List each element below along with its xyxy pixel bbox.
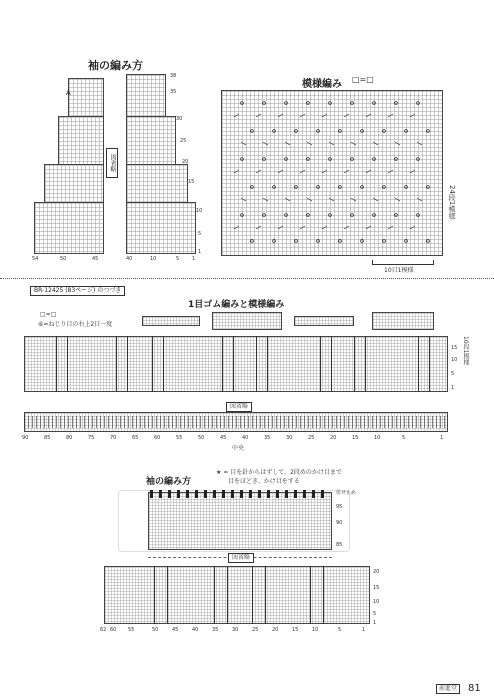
legend-symbol-box xyxy=(212,312,282,330)
sleeve-bottom-note-2: 目をほどき、かけ目をする xyxy=(228,478,300,485)
cable-band xyxy=(310,566,324,624)
sleeve-bottom-row-lower: 15 xyxy=(373,585,380,591)
sleeve-col-label: 40 xyxy=(126,256,133,262)
sleeve-col-label: 10 xyxy=(150,256,157,262)
rib-col-label: 35 xyxy=(264,435,271,441)
footer-book-tag: 前進堂 xyxy=(436,684,460,694)
pattern-legend: □=□ xyxy=(352,75,374,84)
sleeve-chart-left-lower xyxy=(44,164,104,204)
rib-legend-1: □=□ xyxy=(40,311,57,318)
sleeve-chart-right-mid xyxy=(126,116,176,166)
rib-col-label: 65 xyxy=(132,435,139,441)
rib-row-label: 15 xyxy=(451,345,458,351)
sleeve-row-label: 5 xyxy=(198,231,202,237)
sleeve-bottom-row-lower: 5 xyxy=(373,611,377,617)
sleeve-row-label: 20 xyxy=(182,159,189,165)
sleeve-arrow-mark: A xyxy=(66,89,71,97)
legend-symbol-box xyxy=(294,316,354,326)
sleeve-figure-omitted xyxy=(106,148,118,178)
sleeve-chart-left-bottom xyxy=(34,202,104,254)
sleeve-row-label: 35 xyxy=(170,89,177,95)
rib-col-label: 90 xyxy=(22,435,29,441)
star-mark-row xyxy=(150,490,330,498)
rib-col-label: 85 xyxy=(44,435,51,441)
sleeve-bottom-row-lower: 1 xyxy=(373,620,377,626)
cable-column xyxy=(116,336,128,392)
lower-cable-bands xyxy=(104,566,370,624)
sleeve-bottom-col: 40 xyxy=(192,627,199,633)
rib-col-label: 80 xyxy=(66,435,73,441)
rib-col-label: 1 xyxy=(440,435,444,441)
sleeve-bottom-figure-omitted: 図省略 xyxy=(228,553,254,563)
cable-column xyxy=(418,336,430,392)
pattern-row-symbols xyxy=(241,102,430,243)
sleeve-bottom-col: 30 xyxy=(232,627,239,633)
sleeve-row-label: 15 xyxy=(188,179,195,185)
cable-column xyxy=(320,336,332,392)
sleeve-bottom-col: 45 xyxy=(172,627,179,633)
rib-row-label: 10 xyxy=(451,357,458,363)
rib-col-label: 10 xyxy=(374,435,381,441)
rib-figure-omitted: 図省略 xyxy=(226,402,252,412)
pattern-chart-grid xyxy=(221,90,443,256)
rib-col-label: 75 xyxy=(88,435,95,441)
rib-col-label: 30 xyxy=(286,435,293,441)
sleeve-bottom-col: 60 xyxy=(110,627,117,633)
section-divider xyxy=(0,278,494,279)
rib-row-label: 1 xyxy=(451,385,455,391)
sleeve-bottom-row: 90 xyxy=(336,520,343,526)
rib-col-label: 50 xyxy=(198,435,205,441)
cast-off-label: 伏せ止め xyxy=(336,490,357,496)
cable-band xyxy=(214,566,228,624)
sleeve-chart-right-upper xyxy=(126,74,166,118)
sleeve-col-label: 5 xyxy=(176,256,180,262)
sleeve-col-label: 1 xyxy=(192,256,196,262)
rib-col-labels xyxy=(22,436,450,444)
rib-col-label: 20 xyxy=(330,435,337,441)
pattern-chart-title: 模様編み xyxy=(302,79,342,90)
rib-center-label: 中央 xyxy=(232,445,245,452)
sleeve-chart-right-bottom xyxy=(126,202,196,254)
sleeve-row-top: 38 xyxy=(170,73,177,79)
sleeve-bottom-col: 15 xyxy=(292,627,299,633)
sleeve-row-label: 1 xyxy=(198,249,202,255)
sleeve-bottom-row: 85 xyxy=(336,542,343,548)
rib-col-label: 15 xyxy=(352,435,359,441)
pattern-repeat-label: 10目1模様 xyxy=(384,267,414,274)
sleeve-bottom-col: 1 xyxy=(362,627,366,633)
sleeve-top-title: 袖の編み方 xyxy=(88,59,143,72)
rib-legend-2: ⑥=ねじり目の右上2目一度 xyxy=(38,321,113,328)
legend-symbol-box xyxy=(142,316,200,326)
rib-col-label: 40 xyxy=(242,435,249,441)
sleeve-bottom-col: 25 xyxy=(252,627,259,633)
sleeve-bottom-row-lower: 20 xyxy=(373,569,380,575)
rib-cable-columns xyxy=(24,336,448,392)
cable-column xyxy=(354,336,366,392)
sleeve-col-label: 45 xyxy=(92,256,99,262)
rib-section-title: 1目ゴム編みと模様編み xyxy=(188,300,285,310)
cable-column xyxy=(256,336,268,392)
sleeve-col-label: 50 xyxy=(60,256,67,262)
pattern-decrease-symbols xyxy=(234,114,422,229)
pattern-rows-label: 24段1模様 xyxy=(448,185,456,220)
pattern-repeat-bracket xyxy=(372,260,434,265)
sleeve-row-label: 10 xyxy=(196,208,203,214)
sleeve-bottom-row-lower: 10 xyxy=(373,599,380,605)
sleeve-chart-left-mid xyxy=(58,116,104,166)
cable-column xyxy=(222,336,234,392)
sleeve-bottom-col: 20 xyxy=(272,627,279,633)
sleeve-chart-left-upper xyxy=(68,78,104,118)
cable-band xyxy=(252,566,266,624)
rib-col-label: 45 xyxy=(220,435,227,441)
rib-col-label: 60 xyxy=(154,435,161,441)
rib-col-label: 5 xyxy=(402,435,406,441)
sleeve-chart-right-lower xyxy=(126,164,188,204)
sleeve-bottom-upper-grid xyxy=(148,492,332,550)
rib-col-label: 55 xyxy=(176,435,183,441)
sleeve-figure-omitted-text: 図省略 xyxy=(109,154,116,172)
sleeve-bottom-col: 55 xyxy=(128,627,135,633)
rib-side-label: 10段1模様 xyxy=(462,336,469,366)
continuation-label: BR-12425 (83ページ) のつづき xyxy=(30,286,125,296)
sleeve-row-label: 30 xyxy=(176,116,183,122)
cable-column xyxy=(152,336,164,392)
footer-page-number: 81 xyxy=(468,683,481,694)
sleeve-bottom-col: 35 xyxy=(212,627,219,633)
legend-symbol-box xyxy=(372,312,434,330)
sleeve-bottom-col: 5 xyxy=(338,627,342,633)
pattern-symbols xyxy=(222,91,442,255)
sleeve-bottom-row: 95 xyxy=(336,504,343,510)
sleeve-bottom-col: 10 xyxy=(312,627,319,633)
sleeve-bottom-col: 50 xyxy=(152,627,159,633)
rib-col-label: 70 xyxy=(110,435,117,441)
sleeve-bottom-title: 袖の編み方 xyxy=(146,477,192,487)
rib-col-label: 25 xyxy=(308,435,315,441)
sleeve-bottom-col: 62 xyxy=(100,627,107,633)
sleeve-col-label: 54 xyxy=(32,256,39,262)
sleeve-bottom-note-1: ★ = 目を針からはずして、2段めのかけ目まで xyxy=(216,469,342,476)
cable-column xyxy=(56,336,68,392)
sleeve-bottom-col-labels xyxy=(100,628,372,636)
rib-lower-stripes xyxy=(24,416,448,428)
cable-band xyxy=(154,566,168,624)
sleeve-row-label: 25 xyxy=(180,138,187,144)
rib-row-label: 5 xyxy=(451,371,455,377)
